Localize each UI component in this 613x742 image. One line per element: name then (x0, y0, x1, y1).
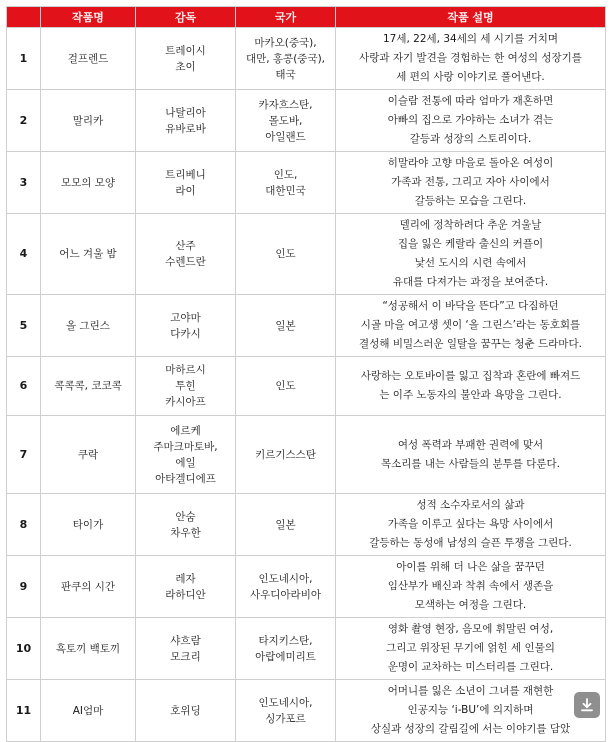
header-title: 작품명 (41, 7, 136, 28)
country-line: 인도 (275, 380, 296, 392)
table-row (7, 357, 606, 416)
country-line: 인도네시아, (258, 696, 313, 709)
country-line: 대한민국 (265, 184, 306, 197)
country (236, 28, 336, 90)
description-line: 상실과 성장의 갈림길에 서는 이야기를 담았 (370, 723, 571, 735)
row-number: 8 (7, 494, 41, 556)
country-line: 인도네시아, (258, 572, 313, 585)
director-line: 나탈리아 (165, 106, 206, 119)
description-line: 모색하는 여정을 그린다. (414, 599, 527, 611)
film-title (41, 152, 136, 214)
country (236, 680, 336, 742)
description-line: 그리고 위장된 무기에 얽힌 세 인물의 (386, 642, 555, 654)
description (336, 416, 606, 494)
row-number: 4 (7, 214, 41, 295)
director-line: 수렌드란 (165, 256, 206, 268)
film-title-line: 걸프렌드 (67, 52, 109, 65)
film-title-line: AI엄마 (72, 704, 104, 717)
description (336, 680, 606, 742)
film-title-line: 올 그린스 (66, 319, 110, 332)
description (336, 618, 606, 680)
film-title (41, 28, 136, 90)
description (336, 90, 606, 152)
country-line: 태국 (275, 68, 296, 81)
film-table (6, 6, 606, 742)
director-line: 다카시 (170, 327, 201, 340)
description-line: 사랑하는 오토바이를 잃고 집착과 혼란에 빠져드 (360, 370, 581, 382)
header-director: 감독 (136, 7, 236, 28)
row-number: 11 (7, 680, 41, 742)
description-line: 성적 소수자로서의 삶과 (416, 499, 525, 511)
country-line: 인도, (273, 168, 298, 181)
description-line: 여성 폭력과 부패한 권력에 맞서 (397, 438, 544, 451)
director-line: 샤흐람 (170, 634, 201, 647)
country (236, 214, 336, 295)
description (336, 556, 606, 618)
table-row (7, 494, 606, 556)
description-line: 델리에 정착하려다 추운 겨울날 (399, 219, 542, 231)
row-number: 9 (7, 556, 41, 618)
director-line: 트레이시 (165, 44, 206, 57)
film-title (41, 494, 136, 556)
row-number: 10 (7, 618, 41, 680)
director (136, 494, 236, 556)
director-line: 모크리 (170, 650, 201, 663)
description-line: 는 이주 노동자의 불안과 욕망을 그린다. (379, 389, 562, 401)
description-line: 낯선 도시의 시련 속에서 (414, 257, 527, 269)
country-line: 카자흐스탄, (258, 98, 313, 111)
description-line: 영화 촬영 현장, 음모에 휘말린 여성, (387, 623, 554, 635)
description-line: 아빠의 집으로 가야하는 소녀가 겪는 (387, 114, 554, 126)
row-number: 1 (7, 28, 41, 90)
description-line: 이슬람 전통에 따라 엄마가 재혼하면 (387, 95, 554, 107)
description-line: 인공지능 ‘i-BU’에 의지하며 (407, 704, 534, 716)
director-line: 아타겔디에프 (155, 472, 216, 485)
director (136, 618, 236, 680)
country-line: 아일랜드 (265, 130, 306, 143)
table-row (7, 214, 606, 295)
description-line: 세 편의 사랑 이야기로 풀어낸다. (396, 71, 545, 83)
film-title-line: 흑토끼 백토끼 (55, 642, 121, 655)
director (136, 214, 236, 295)
director-line: 레자 (175, 572, 196, 585)
description-line: 갈등하는 모습을 그린다. (414, 195, 527, 207)
description (336, 357, 606, 416)
description-line: 가족을 이루고 싶다는 욕망 사이에서 (387, 518, 554, 530)
country (236, 416, 336, 494)
country (236, 152, 336, 214)
description-line: 가족과 전통, 그리고 자아 사이에서 (391, 176, 550, 188)
director-line: 트리베니 (165, 168, 206, 181)
table-row (7, 680, 606, 742)
description-line: 목소리를 내는 사람들의 분투를 다룬다. (381, 457, 560, 470)
description (336, 494, 606, 556)
director-line: 투힌 (175, 380, 196, 392)
director (136, 152, 236, 214)
table-row (7, 556, 606, 618)
director-line: 안숨 (175, 510, 196, 523)
country (236, 295, 336, 357)
country (236, 90, 336, 152)
country-line: 인도 (275, 248, 296, 260)
country (236, 357, 336, 416)
header-description: 작품 설명 (336, 7, 606, 28)
country-line: 일본 (275, 518, 296, 531)
country-line: 싱가포르 (265, 712, 306, 725)
director (136, 357, 236, 416)
description-line: 유대를 다져가는 과정을 보여준다. (392, 276, 549, 288)
director-line: 초이 (175, 60, 196, 73)
director-line: 차우한 (170, 526, 201, 539)
description (336, 152, 606, 214)
description-line: 시골 마을 여고생 셋이 ‘올 그린스’라는 동호회를 (360, 319, 581, 331)
country-line: 사우디아라비아 (249, 588, 321, 601)
description-line: 17세, 22세, 34세의 세 시기를 거치며 (382, 33, 559, 45)
row-number: 2 (7, 90, 41, 152)
director (136, 295, 236, 357)
description-line: 히말라야 고향 마을로 돌아온 여성이 (387, 157, 554, 169)
description-line: 아이를 위해 더 나은 삶을 꿈꾸던 (396, 561, 545, 573)
film-title (41, 214, 136, 295)
country (236, 556, 336, 618)
description (336, 214, 606, 295)
film-title (41, 295, 136, 357)
country-line: 아랍에미리트 (255, 650, 316, 663)
table-row (7, 618, 606, 680)
description-line: “성공해서 이 바닥을 뜬다”고 다짐하던 (382, 300, 559, 312)
table-header-row (7, 7, 606, 28)
director-line: 에일 (175, 456, 196, 469)
film-title-line: 콕콕콕, 코코콕 (54, 380, 122, 392)
description-line: 운명이 교차하는 미스터리를 그린다. (387, 661, 554, 673)
table-row (7, 416, 606, 494)
description (336, 295, 606, 357)
row-number: 7 (7, 416, 41, 494)
director-line: 호위딩 (170, 704, 201, 717)
country-line: 마카오(중국), (254, 36, 317, 49)
film-title (41, 416, 136, 494)
description-line: 집을 잃은 케랄라 출신의 커플이 (397, 238, 544, 250)
row-number: 5 (7, 295, 41, 357)
country-line: 일본 (275, 319, 296, 332)
description-line: 갈등하는 동성애 남성의 슬픈 투쟁을 그린다. (369, 537, 572, 549)
table-body (7, 28, 606, 742)
film-title (41, 556, 136, 618)
country (236, 618, 336, 680)
film-title-line: 모모의 모양 (60, 176, 116, 189)
director-line: 에르케 (170, 424, 201, 437)
film-title-line: 쿠락 (77, 448, 99, 461)
director-line: 주마크마토바, (153, 440, 218, 453)
country-line: 대만, 홍콩(중국), (245, 52, 326, 65)
director (136, 28, 236, 90)
row-number: 3 (7, 152, 41, 214)
download-icon (580, 698, 594, 712)
table-row (7, 295, 606, 357)
director-line: 고야마 (170, 311, 201, 324)
row-number: 6 (7, 357, 41, 416)
film-title (41, 618, 136, 680)
table-row (7, 28, 606, 90)
director-line: 라이 (175, 184, 196, 197)
director-line: 마하르시 (165, 364, 206, 376)
description (336, 28, 606, 90)
country-line: 키르기스스탄 (255, 448, 316, 461)
film-title-line: 어느 겨울 밤 (59, 248, 117, 260)
film-title (41, 90, 136, 152)
director (136, 680, 236, 742)
header-country: 국가 (236, 7, 336, 28)
director-line: 카시아프 (165, 396, 206, 408)
description-line: 어머니를 잃은 소년이 그녀를 재현한 (387, 685, 554, 697)
film-title-line: 판쿠의 시간 (60, 580, 116, 593)
film-title-line: 말리카 (72, 114, 104, 127)
director (136, 90, 236, 152)
country-line: 몰도바, (268, 114, 303, 127)
description-line: 결성해 비밀스러운 일탈을 꿈꾸는 청춘 드라마다. (359, 338, 582, 350)
director-line: 산주 (175, 240, 196, 252)
country-line: 타지키스탄, (258, 634, 313, 647)
download-button[interactable] (574, 692, 600, 718)
country (236, 494, 336, 556)
description-line: 갈등과 성장의 스토리이다. (409, 133, 532, 145)
film-title (41, 357, 136, 416)
director (136, 556, 236, 618)
director (136, 416, 236, 494)
film-title-line: 타이가 (72, 518, 104, 531)
table-row (7, 152, 606, 214)
table-row (7, 90, 606, 152)
description-line: 사랑과 자기 발견을 경험하는 한 여성의 성장기를 (359, 52, 582, 64)
director-line: 유바로바 (165, 122, 206, 135)
description-line: 임산부가 배신과 착취 속에서 생존을 (387, 580, 554, 592)
film-title (41, 680, 136, 742)
director-line: 라하디안 (165, 588, 206, 601)
header-no (7, 7, 41, 28)
